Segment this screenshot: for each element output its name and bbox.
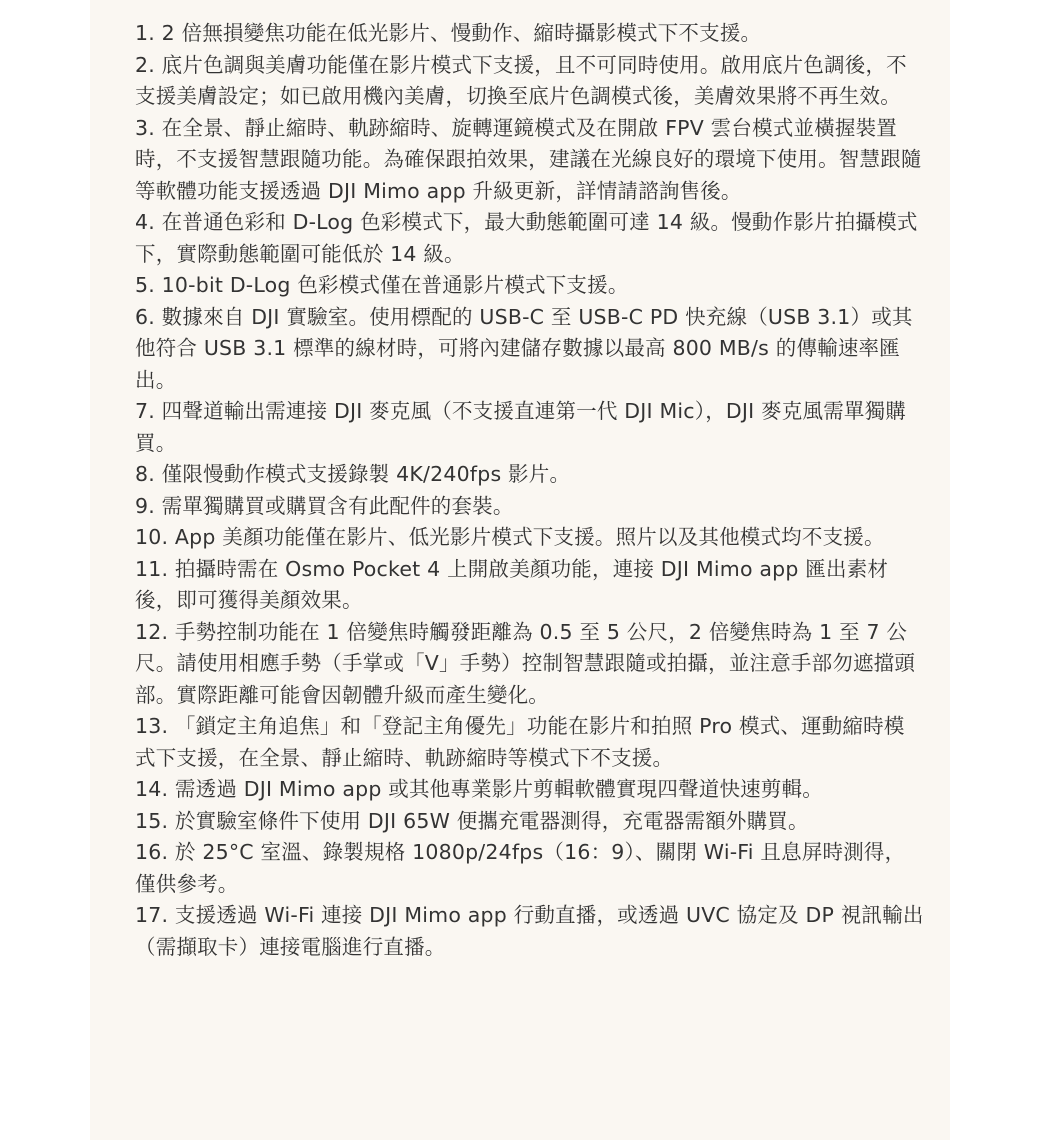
footnote-13: 13. 「鎖定主角追焦」和「登記主角優先」功能在影片和拍照 Pro 模式、運動縮時模式下支援，在全景、靜止縮時、軌跡縮時等模式下不支援。 (135, 714, 905, 770)
footnote-3: 3. 在全景、靜止縮時、軌跡縮時、旋轉運鏡模式及在開啟 FPV 雲台模式並橫握裝置時，不支援智慧跟隨功能。為確保跟拍效果，建議在光線良好的環境下使用。智慧跟隨等軟體功能支援透過 DJI Mimo app 升級更新，詳情請諮詢售後。 (135, 115, 922, 203)
footnote-14: 14. 需透過 DJI Mimo app 或其他專業影片剪輯軟體實現四聲道快速剪輯。 (135, 777, 823, 801)
footnotes-list (135, 18, 925, 963)
footnote-9: 9. 需單獨購買或購買含有此配件的套裝。 (135, 493, 514, 518)
footnote-4: 4. 在普通色彩和 D-Log 色彩模式下，最大動態範圍可達 14 級。慢動作影片拍攝模式下，實際動態範圍可能低於 14 級。 (135, 210, 918, 266)
footnote-11: 11. 拍攝時需在 Osmo Pocket 4 上開啟美顏功能，連接 DJI Mimo app 匯出素材後，即可獲得美顏效果。 (135, 556, 889, 612)
footnotes-panel (90, 0, 950, 1140)
footnote-12: 12. 手勢控制功能在 1 倍變焦時觸發距離為 0.5 至 5 公尺，2 倍變焦時為 1 至 7 公尺。請使用相應手勢（手掌或「V」手勢）控制智慧跟隨或拍攝，並注意手部勿遮擋頭部。實際距離可能會因韌體升級而產生變化。 (135, 619, 916, 707)
footnote-5: 5. 10-bit D-Log 色彩模式僅在普通影片模式下支援。 (135, 273, 629, 297)
footnote-2: 2. 底片色調與美膚功能僅在影片模式下支援，且不可同時使用。啟用底片色調後，不支援美膚設定；如已啟用機內美膚，切換至底片色調模式後，美膚效果將不再生效。 (135, 52, 907, 108)
footnote-8: 8. 僅限慢動作模式支援錄製 4K/240fps 影片。 (135, 462, 571, 486)
footnote-7: 7. 四聲道輸出需連接 DJI 麥克風（不支援直連第一代 DJI Mic），DJI 麥克風需單獨購買。 (135, 399, 906, 455)
footnote-17: 17. 支援透過 Wi-Fi 連接 DJI Mimo app 行動直播，或透過 UVC 協定及 DP 視訊輸出（需擷取卡）連接電腦進行直播。 (135, 903, 924, 959)
footnote-1: 1. 2 倍無損變焦功能在低光影片、慢動作、縮時攝影模式下不支援。 (135, 21, 762, 45)
footnote-10: 10. App 美顏功能僅在影片、低光影片模式下支援。照片以及其他模式均不支援。 (135, 525, 885, 549)
footnote-6: 6. 數據來自 DJI 實驗室。使用標配的 USB-C 至 USB-C PD 快充線（USB 3.1）或其他符合 USB 3.1 標準的線材時，可將內建儲存數據以最高 800 MB/s 的傳輸速率匯出。 (135, 304, 913, 392)
footnote-16: 16. 於 25°C 室溫、錄製規格 1080p/24fps（16：9）、關閉 Wi-Fi 且息屏時測得，僅供參考。 (135, 840, 906, 896)
footnote-15: 15. 於實驗室條件下使用 DJI 65W 便攜充電器測得，充電器需額外購買。 (135, 808, 809, 833)
